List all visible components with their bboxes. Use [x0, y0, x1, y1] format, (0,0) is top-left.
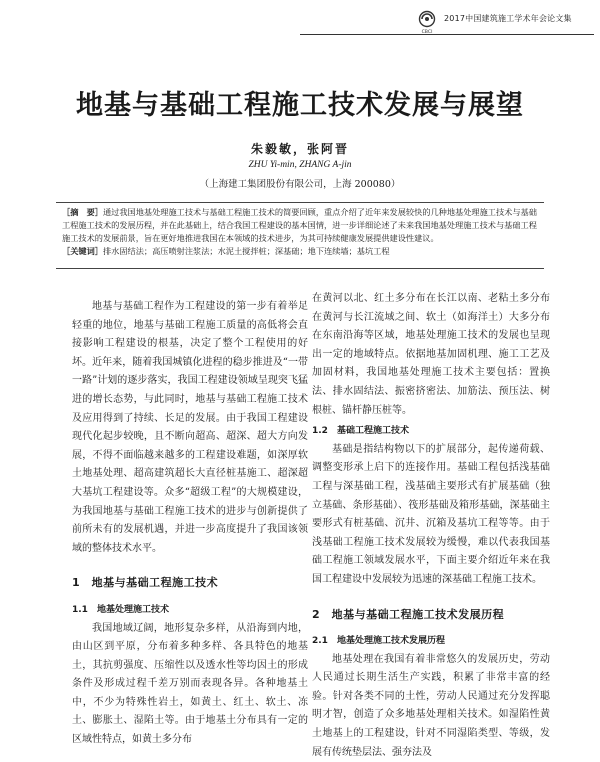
- svg-text:CBCI: CBCI: [421, 30, 433, 34]
- section-1-1-heading: 1.1 地基处理施工技术: [72, 604, 169, 615]
- affiliation: （上海建工集团股份有限公司，上海 200080）: [199, 179, 401, 190]
- authors-english: ZHU Yi-min, ZHANG A-jin: [248, 160, 352, 170]
- section-1-2-heading: 1.2 基础工程施工技术: [312, 426, 409, 437]
- intro-paragraph: 地基与基础工程作为工程建设的第一步有着举足轻重的地位，地基与基础工程施工质量的高低将会直接影响工程建设的根基，决定了整个工程使用的好坏。近年来，随着我国城镇化进程的稳步推进及“一带一路”计划的逐步落实，我国工程建设领域呈现突飞猛进的增长态势，与此同时，地基与基础工程施工技术及应用得到了持续、长足的发展。由于我国工程建设现代化起步较晚，且不断向超高、超深、超大方向发展，不得不面临越来越多的工程建设难题，如深厚软土地基处理、超高建筑超长大直径桩基施工、超深超大基坑工程建设等。众多“超级工程”的大规模建设，为我国地基与基础工程施工技术的进步与创新提供了前所未有的发展机遇，并进一步高度提升了我国该领域的整体技术水平。: [72, 301, 308, 554]
- section-1-1-paragraph: 我国地域辽阔，地形复杂多样，从沿海到内地，由山区到平原，分布着多种多样、各具特色的地基土，其抗剪强度、压缩性以及透水性等均因土的形成条件及形成过程千差万别而表现各异。各种地基土中，不少为特殊性岩土，如黄土、红土、软土、冻土、膨胀土、湿陷土等。由于地基土分布具有一定的区域性特点，如黄土多分布: [72, 622, 308, 746]
- keywords-label: ［关键词］: [62, 246, 103, 256]
- left-column: [72, 298, 308, 750]
- section-2-1-paragraph: 地基处理在我国有着非常悠久的发展历史，劳动人民通过长期生活生产实践，积累了非常丰富的经验。针对各类不同的土性，劳动人民通过充分发挥聪明才智，创造了众多地基处理相关技术。如湿陷性黄土地基上的工程建设，针对不同湿陷类型、等级，发展有传统垫层法、强夯法及: [312, 653, 550, 758]
- section-2-1-heading: 2.1 地基处理施工技术发展历程: [312, 636, 445, 647]
- section-1-heading: 1 地基与基础工程施工技术: [72, 576, 219, 590]
- section-1-1-continued: 在黄河以北、红土多分布在长江以南、老粘土多分布在黄河与长江流域之间、软土（如海洋土）大多分布在东南沿海等区域，地基处理施工技术的发展也呈现出一定的地域特点。依据地基加固机理、施工工艺及加固材料，我国地基处理施工技术主要包括：置换法、排水固结法、振密挤密法、加筋法、预压法、树根桩、锚杆静压桩等。: [312, 293, 550, 416]
- cbci-logo-icon: [416, 10, 438, 34]
- keywords-text: 排水固结法；高压喷射注浆法；水泥土搅拌桩；深基础；地下连续墙；基坑工程: [102, 246, 390, 256]
- running-title: 2017中国建筑施工学术年会论文集: [444, 14, 572, 23]
- section-2-heading: 2 地基与基础工程施工技术发展历程: [312, 607, 505, 621]
- abstract-block: [62, 206, 540, 258]
- paper-title: 地基与基础工程施工技术发展与展望: [76, 90, 524, 121]
- abstract-top-rule: [56, 202, 544, 203]
- section-1-2-paragraph: 基础是指结构物以下的扩展部分，起传递荷载、调整变形承上启下的连接作用。基础工程包括浅基础工程与深基础工程，浅基础主要形式有扩展基础（独立基础、条形基础）、筏形基础及箱形基础，深基础主要形式有桩基础、沉井、沉箱及基坑工程等等。由于浅基础工程施工技术发展较为缓慢，难以代表我国基础工程施工领域发展水平，下面主要介绍近年来在我国工程建设中发展较为迅速的深基础工程施工技术。: [312, 443, 550, 585]
- abstract-paragraph: [62, 206, 540, 245]
- keywords-paragraph: [62, 245, 540, 258]
- abstract-text: 通过我国地基处理施工技术与基础工程施工技术的简要回顾，重点介绍了近年来发展较快的几种地基处理施工技术与基础工程施工技术的发展历程，并在此基础上，结合我国工程建设的基本国情，进一步详细论述了未来我国地基处理施工技术与基础工程施工技术的发展前景，旨在更好地推进我国在本领域的技术进步，为其可持续健康发展提供建设性建议。: [62, 207, 537, 243]
- right-column: [312, 290, 550, 762]
- authors-chinese: 朱毅敏，张阿晋: [250, 142, 349, 156]
- abstract-bottom-rule: [56, 268, 544, 269]
- header-rule: [300, 34, 594, 35]
- abstract-label: ［摘 要］: [62, 207, 103, 217]
- running-header: [0, 6, 594, 36]
